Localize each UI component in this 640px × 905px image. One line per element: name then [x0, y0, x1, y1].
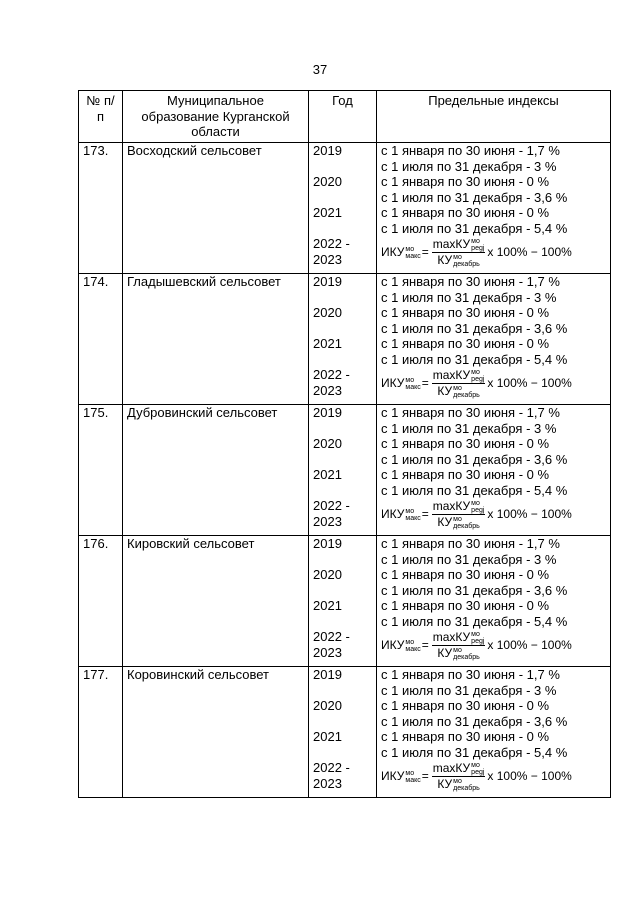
formula-denominator: КУ — [437, 253, 453, 267]
index-line: с 1 июля по 31 декабря - 3 % — [381, 158, 557, 174]
formula-lhs-sub: макс — [405, 252, 421, 260]
year-2019: 2019 — [313, 536, 342, 551]
formula-lhs-sup: мо — [405, 245, 415, 253]
formula-lhs: ИКУ — [381, 375, 405, 390]
formula-lhs-sub: макс — [405, 645, 421, 653]
index-line: с 1 января по 30 июня - 0 % — [381, 174, 550, 189]
row-municipality: Коровинский сельсовет — [123, 667, 309, 798]
index-line: с 1 июля по 31 декабря - 5,4 % — [381, 744, 568, 760]
formula-lhs-sub: макс — [405, 776, 421, 784]
formula-num-sub: pegj — [471, 376, 485, 383]
index-line: с 1 июля по 31 декабря - 3 % — [381, 682, 557, 698]
formula-tail: х 100% − 100% — [487, 768, 572, 783]
formula-eq: = — [421, 375, 429, 390]
year-2021: 2021 — [313, 467, 342, 482]
formula-eq: = — [421, 768, 429, 783]
row-years — [309, 405, 377, 536]
index-line: с 1 января по 30 июня - 0 % — [381, 336, 550, 351]
row-indices — [377, 536, 611, 667]
formula-num-sub: pegj — [471, 638, 485, 645]
row-indices — [377, 667, 611, 798]
row-municipality: Дубровинский сельсовет — [123, 405, 309, 536]
formula-lhs: ИКУ — [381, 244, 405, 259]
index-line: с 1 января по 30 июня - 0 % — [381, 467, 550, 482]
year-2021: 2021 — [313, 336, 342, 351]
formula-lhs-sup: мо — [405, 376, 415, 384]
index-line: с 1 января по 30 июня - 0 % — [381, 598, 550, 613]
formula-den-sup: мо — [453, 515, 462, 523]
row-years — [309, 274, 377, 405]
formula-den-sup: мо — [453, 253, 462, 261]
formula-den-sup: мо — [453, 777, 462, 785]
formula-lhs-sup: мо — [405, 638, 415, 646]
year-2019: 2019 — [313, 667, 342, 682]
formula-denominator: КУ — [437, 646, 453, 660]
formula-lhs-sub: макс — [405, 514, 421, 522]
row-municipality: Гладышевский сельсовет — [123, 274, 309, 405]
row-indices — [377, 405, 611, 536]
row-indices — [377, 274, 611, 405]
formula-eq: = — [421, 244, 429, 259]
formula-lhs: ИКУ — [381, 637, 405, 652]
formula-den-sub: декабрь — [453, 653, 480, 661]
index-line: с 1 июля по 31 декабря - 5,4 % — [381, 351, 568, 367]
formula-lhs-sub: макс — [405, 383, 421, 391]
formula-num-sub: pegj — [471, 507, 485, 514]
index-line: с 1 июля по 31 декабря - 3,6 % — [381, 582, 568, 598]
formula-num-sup: мо — [471, 762, 480, 769]
index-line: с 1 июля по 31 декабря - 3,6 % — [381, 713, 568, 729]
formula-eq: = — [421, 637, 429, 652]
formula-den-sup: мо — [453, 646, 462, 654]
formula-num-sup: мо — [471, 500, 480, 507]
year-2020: 2020 — [313, 567, 342, 582]
formula-num-sub: pegj — [471, 245, 485, 252]
row-number: 177. — [79, 667, 123, 798]
formula-lhs: ИКУ — [381, 506, 405, 521]
index-line: с 1 января по 30 июня - 1,7 % — [381, 143, 560, 158]
formula-numerator: maxКУ — [432, 499, 471, 514]
row-number: 173. — [79, 143, 123, 274]
formula-denominator: КУ — [437, 384, 453, 398]
formula-tail: х 100% − 100% — [487, 375, 572, 390]
formula-den-sub: декабрь — [453, 522, 480, 530]
year-2020: 2020 — [313, 698, 342, 713]
formula-tail: х 100% − 100% — [487, 506, 572, 521]
header-municipality: Муниципальное образование Курганской области — [123, 91, 309, 143]
row-municipality: Восходский сельсовет — [123, 143, 309, 274]
year-2022-2023: 2022 - 2023 — [313, 629, 350, 660]
formula-fraction — [432, 630, 486, 661]
formula-numerator: maxКУ — [432, 237, 471, 252]
row-number: 176. — [79, 536, 123, 667]
table-row — [79, 667, 611, 798]
index-line: с 1 июля по 31 декабря - 5,4 % — [381, 482, 568, 498]
formula-denominator: КУ — [437, 515, 453, 529]
index-formula — [381, 629, 606, 662]
index-line: с 1 января по 30 июня - 1,7 % — [381, 274, 560, 289]
header-indices: Предельные индексы — [377, 91, 611, 143]
year-2022-2023: 2022 - 2023 — [313, 760, 350, 791]
formula-numerator: maxКУ — [432, 630, 471, 645]
year-2019: 2019 — [313, 405, 342, 420]
formula-eq: = — [421, 506, 429, 521]
year-2022-2023: 2022 - 2023 — [313, 236, 350, 267]
row-municipality: Кировский сельсовет — [123, 536, 309, 667]
year-2021: 2021 — [313, 598, 342, 613]
index-formula — [381, 760, 606, 793]
index-line: с 1 января по 30 июня - 1,7 % — [381, 667, 560, 682]
page-number: 37 — [312, 62, 328, 77]
header-year: Год — [309, 91, 377, 143]
index-line: с 1 января по 30 июня - 1,7 % — [381, 405, 560, 420]
index-line: с 1 января по 30 июня - 0 % — [381, 305, 550, 320]
row-years — [309, 143, 377, 274]
year-2021: 2021 — [313, 205, 342, 220]
index-line: с 1 июля по 31 декабря - 3,6 % — [381, 320, 568, 336]
formula-lhs: ИКУ — [381, 768, 405, 783]
year-2022-2023: 2022 - 2023 — [313, 367, 350, 398]
formula-numerator: maxКУ — [432, 368, 471, 383]
index-line: с 1 июля по 31 декабря - 3 % — [381, 289, 557, 305]
row-years — [309, 536, 377, 667]
formula-den-sub: декабрь — [453, 391, 480, 399]
formula-num-sup: мо — [471, 631, 480, 638]
index-line: с 1 июля по 31 декабря - 5,4 % — [381, 613, 568, 629]
formula-lhs-sup: мо — [405, 507, 415, 515]
index-formula — [381, 236, 606, 269]
row-number: 175. — [79, 405, 123, 536]
formula-num-sub: pegj — [471, 769, 485, 776]
index-line: с 1 января по 30 июня - 0 % — [381, 729, 550, 744]
year-2020: 2020 — [313, 436, 342, 451]
table-header-row — [79, 91, 611, 143]
formula-fraction — [432, 499, 486, 530]
formula-num-sup: мо — [471, 238, 480, 245]
index-formula — [381, 498, 606, 531]
table-row — [79, 274, 611, 405]
index-line: с 1 января по 30 июня - 0 % — [381, 567, 550, 582]
index-line: с 1 июля по 31 декабря - 3,6 % — [381, 189, 568, 205]
index-line: с 1 июля по 31 декабря - 3 % — [381, 420, 557, 436]
formula-fraction — [432, 237, 486, 268]
row-indices — [377, 143, 611, 274]
year-2021: 2021 — [313, 729, 342, 744]
formula-tail: х 100% − 100% — [487, 637, 572, 652]
formula-den-sub: декабрь — [453, 784, 480, 792]
formula-fraction — [432, 761, 486, 792]
row-years — [309, 667, 377, 798]
index-formula — [381, 367, 606, 400]
table-row — [79, 143, 611, 274]
formula-fraction — [432, 368, 486, 399]
table-row — [79, 405, 611, 536]
table-row — [79, 536, 611, 667]
index-line: с 1 июля по 31 декабря - 3,6 % — [381, 451, 568, 467]
formula-num-sup: мо — [471, 369, 480, 376]
formula-numerator: maxКУ — [432, 761, 471, 776]
year-2019: 2019 — [313, 274, 342, 289]
year-2020: 2020 — [313, 174, 342, 189]
formula-tail: х 100% − 100% — [487, 244, 572, 259]
year-2019: 2019 — [313, 143, 342, 158]
formula-lhs-sup: мо — [405, 769, 415, 777]
year-2020: 2020 — [313, 305, 342, 320]
index-line: с 1 января по 30 июня - 0 % — [381, 436, 550, 451]
formula-den-sup: мо — [453, 384, 462, 392]
formula-den-sub: декабрь — [453, 260, 480, 268]
header-num: № п/п — [79, 91, 123, 143]
formula-denominator: КУ — [437, 777, 453, 791]
row-number: 174. — [79, 274, 123, 405]
index-line: с 1 июля по 31 декабря - 5,4 % — [381, 220, 568, 236]
index-line: с 1 июля по 31 декабря - 3 % — [381, 551, 557, 567]
index-line: с 1 января по 30 июня - 0 % — [381, 698, 550, 713]
indices-table — [78, 90, 611, 798]
index-line: с 1 января по 30 июня - 0 % — [381, 205, 550, 220]
index-line: с 1 января по 30 июня - 1,7 % — [381, 536, 560, 551]
year-2022-2023: 2022 - 2023 — [313, 498, 350, 529]
